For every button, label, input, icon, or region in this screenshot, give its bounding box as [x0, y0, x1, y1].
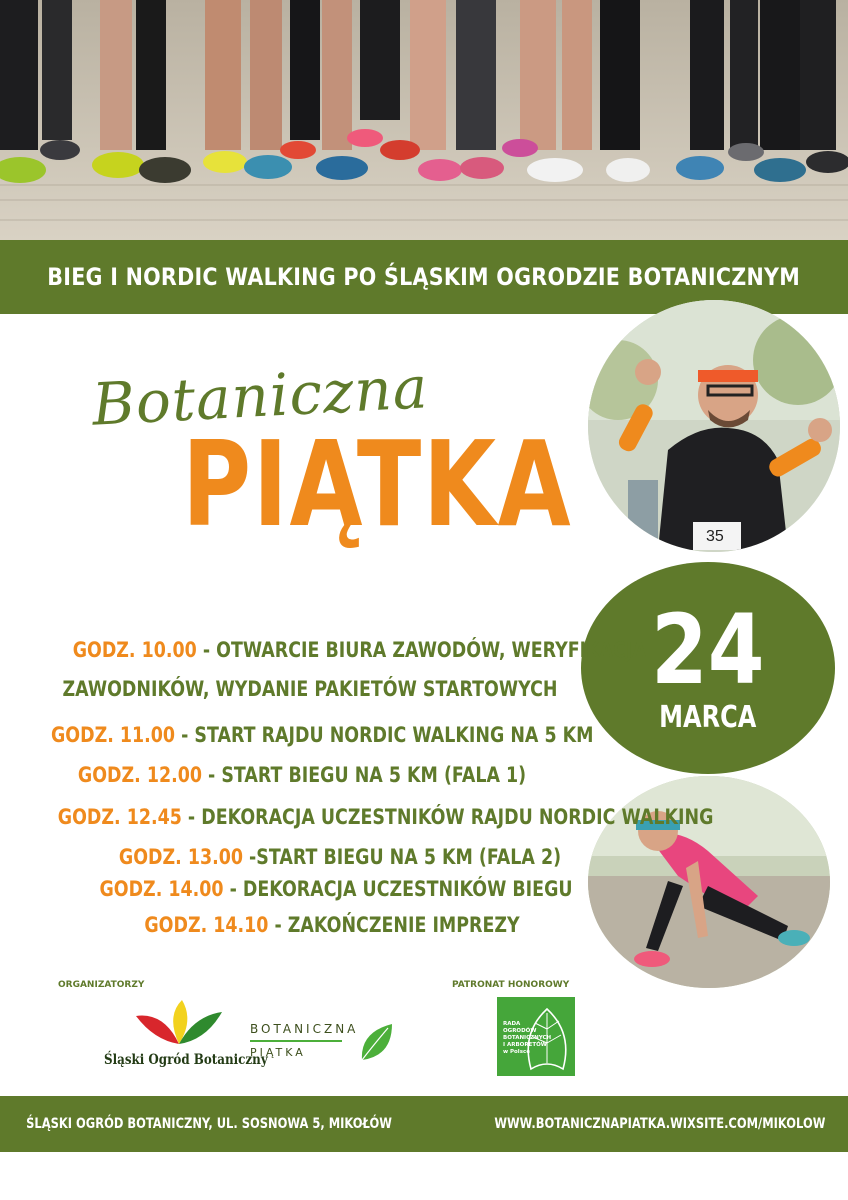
- organizers-label: ORGANIZATORZY: [58, 980, 145, 990]
- title-script: Botaniczna: [90, 353, 430, 439]
- schedule-row-3: GODZ. 11.00 - START RAJDU NORDIC WALKING NA 5 KM: [51, 723, 594, 747]
- date-badge: [581, 562, 835, 774]
- patron-logo: [497, 997, 575, 1076]
- schedule-row-7: GODZ. 14.00 - DEKORACJA UCZESTNIKÓW BIEGU: [99, 877, 573, 901]
- hero-photo-runners-legs: [0, 0, 848, 240]
- title-main: PIĄTKA: [182, 415, 573, 553]
- schedule-row-2: ZAWODNIKÓW, WYDANIE PAKIETÓW STARTOWYCH: [62, 677, 558, 701]
- runner-photo-waving: [588, 300, 840, 552]
- schedule-row-1: GODZ. 10.00 - OTWARCIE BIURA ZAWODÓW, WERYFIKACJA: [72, 638, 646, 662]
- schedule-row-5: GODZ. 12.45 - DEKORACJA UCZESTNIKÓW RAJDU NORDIC WALKING: [57, 805, 714, 829]
- date-day: 24: [651, 593, 765, 706]
- footer-address: ŚLĄSKI OGRÓD BOTANICZNY, UL. SOSNOWA 5, MIKOŁÓW: [26, 1116, 393, 1132]
- date-month: MARCA: [659, 699, 757, 735]
- schedule-row-4: GODZ. 12.00 - START BIEGU NA 5 KM (FALA 1): [77, 763, 527, 787]
- bp-logo-top: BOTANICZNA: [250, 1022, 359, 1036]
- patronage-label: PATRONAT HONOROWY: [452, 980, 570, 990]
- schedule-row-6: GODZ. 13.00 -START BIEGU NA 5 KM (FALA 2): [118, 845, 562, 869]
- bp-logo-bottom: PIĄTKA: [250, 1046, 306, 1059]
- event-subtitle: BIEG I NORDIC WALKING PO ŚLĄSKIM OGRODZIE BOTANICZNYM: [47, 263, 801, 291]
- leaf-icon: [358, 1022, 394, 1064]
- bib-number: 35: [706, 528, 724, 545]
- patron-logo-text: RADA OGRODÓW BOTANICZNYCH I ARBORETÓW w Polsce: [503, 1021, 552, 1055]
- footer-website-link[interactable]: WWW.BOTANICZNAPIATKA.WIXSITE.COM/MIKOLOW: [494, 1116, 826, 1132]
- schedule-row-8: GODZ. 14.10 - ZAKOŃCZENIE IMPREZY: [144, 913, 520, 937]
- bp-logo-rule: [250, 1040, 342, 1042]
- footer-band: [0, 1096, 848, 1152]
- org-logo-text: Śląski Ogród Botaniczny: [104, 1052, 268, 1068]
- org-logo-leaves-icon: [134, 1000, 224, 1046]
